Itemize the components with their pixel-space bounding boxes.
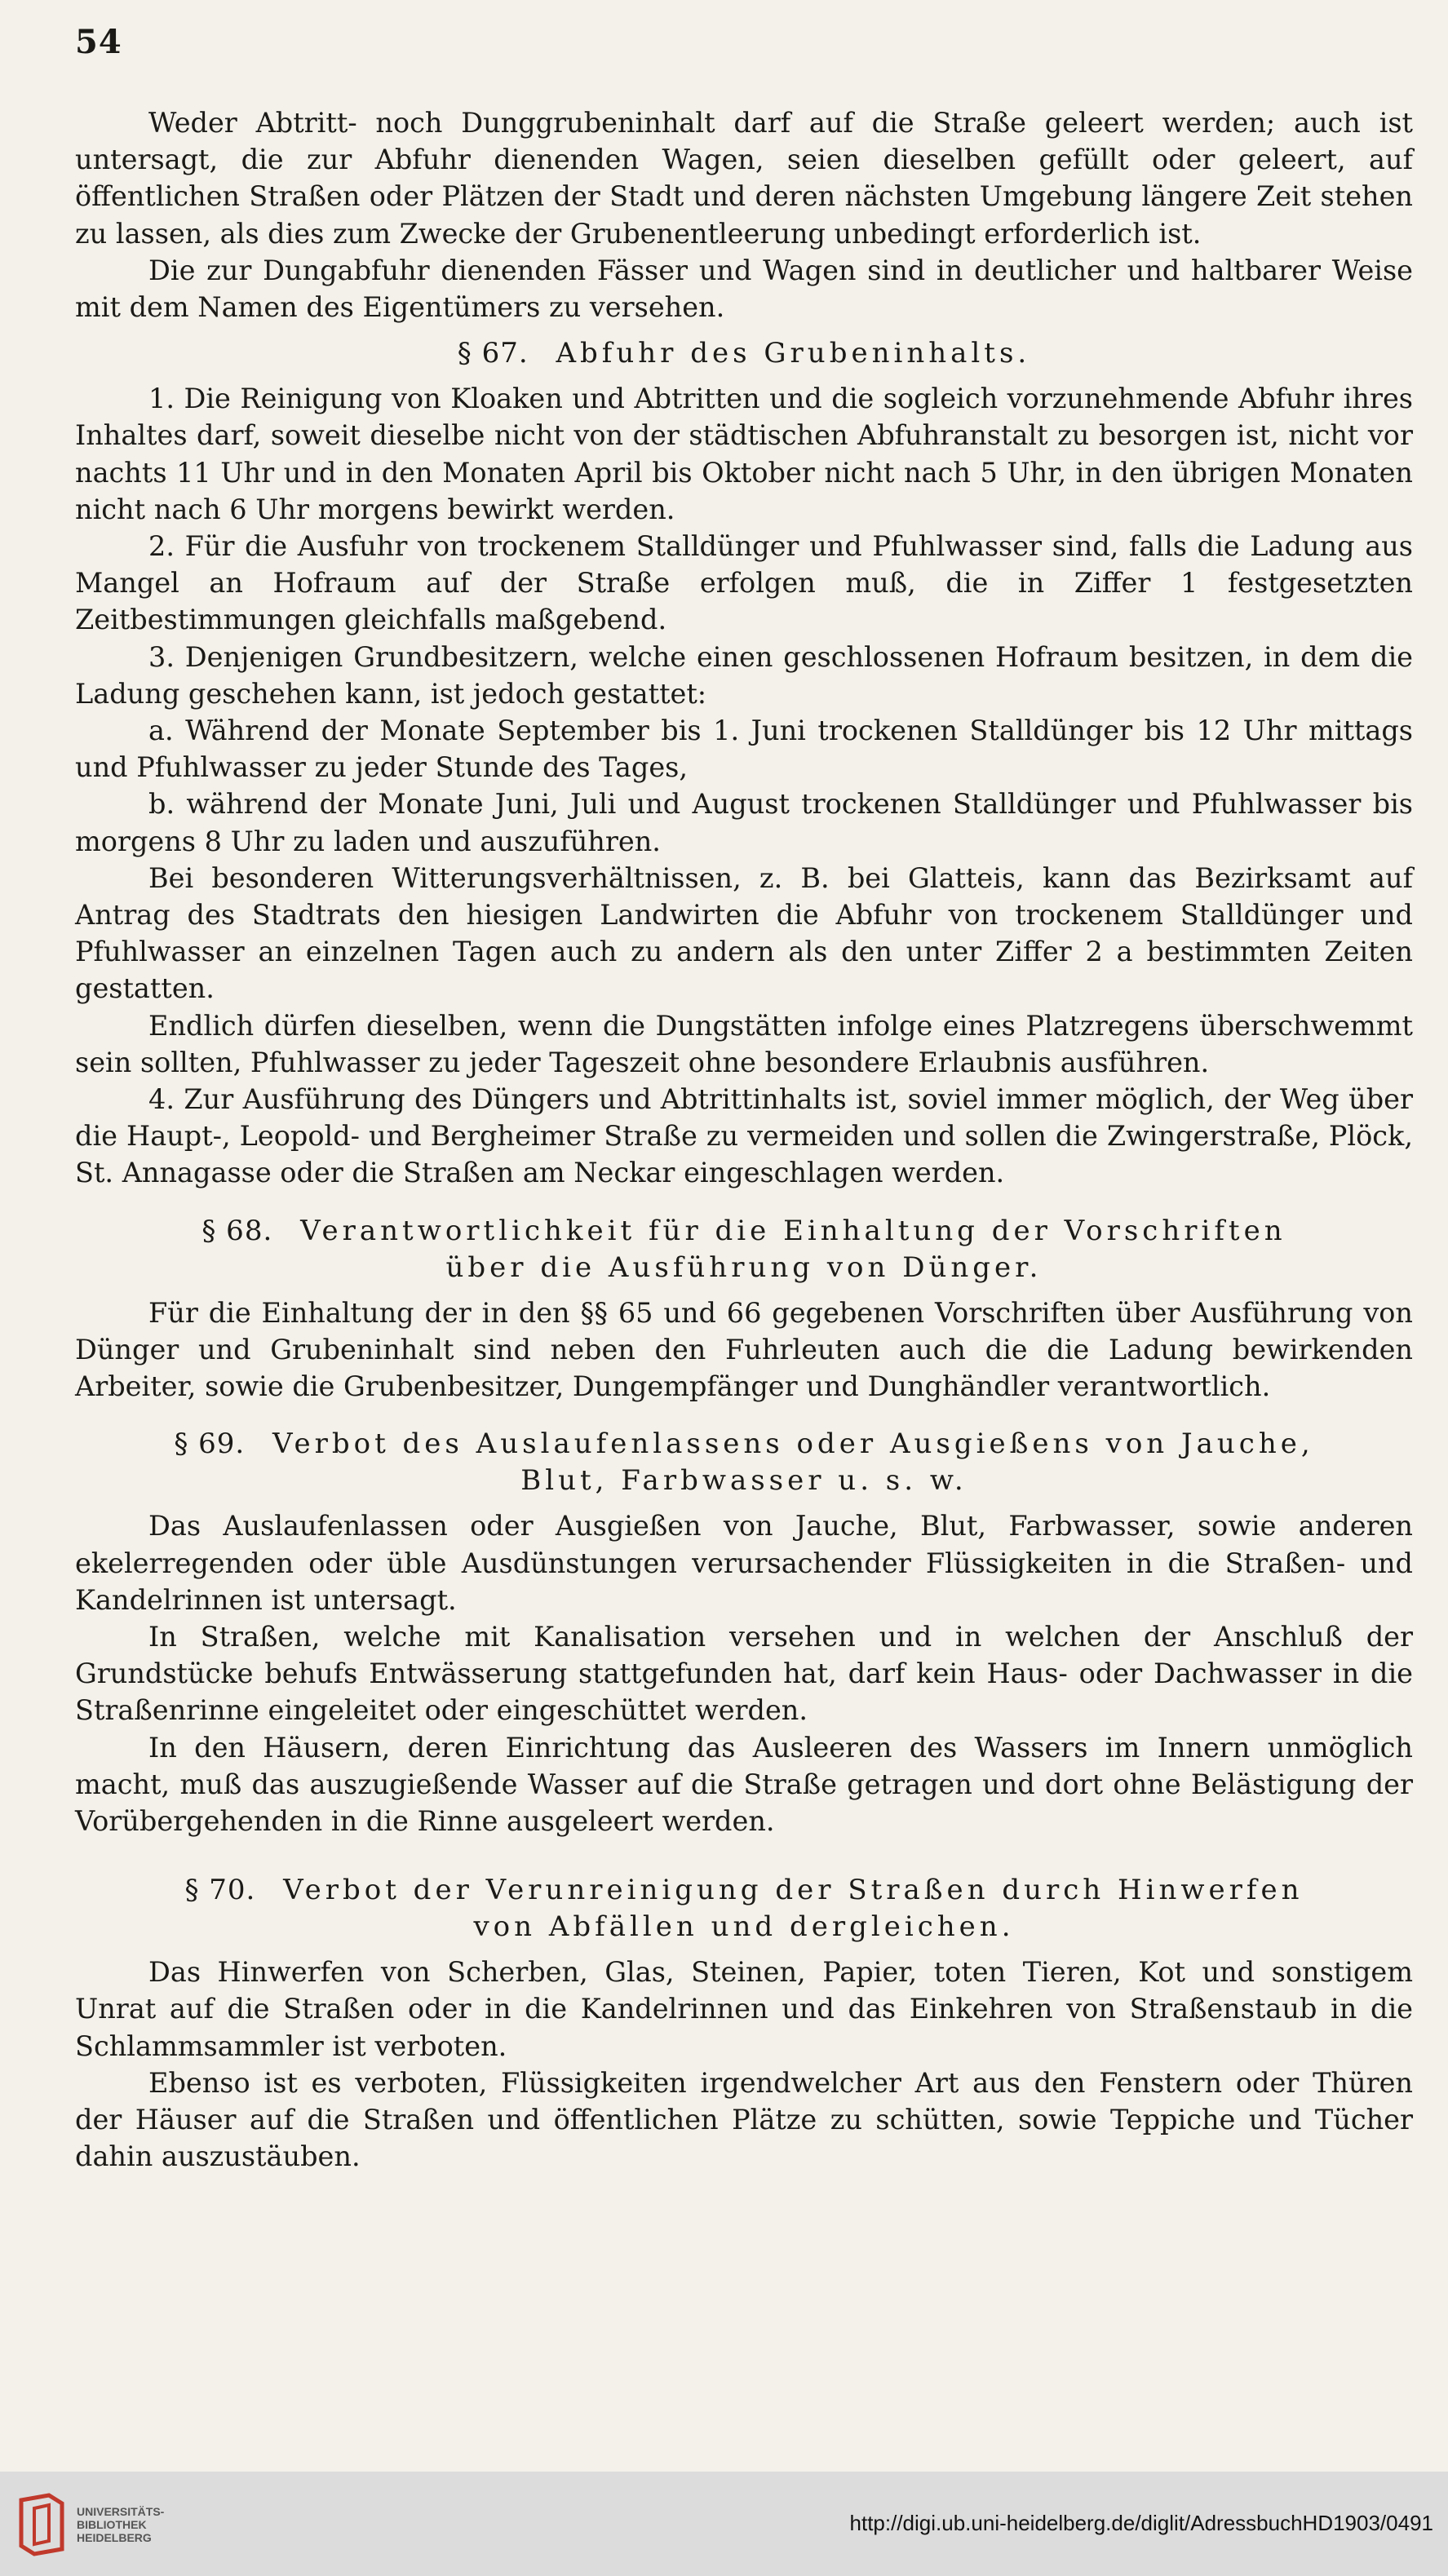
paragraph: Für die Einhaltung der in den §§ 65 und 66 gegebenen Vorschriften über Ausführung von Dünger und Grubeninhalt sind neben den Fuhrleuten auch die die Ladung bewirkenden Arbeiter, sowie die Grubenbesitzer, Dungempfänger und Dunghändler verantwortlich. <box>75 1296 1413 1403</box>
section-heading-70 <box>75 1872 1413 1945</box>
section-heading-67 <box>75 335 1413 372</box>
library-logo[interactable] <box>16 2488 196 2561</box>
paragraph: In den Häusern, deren Einrichtung das Ausleeren des Wassers im Innern unmöglich macht, muß das auszugießende Wasser auf die Straße getragen und dort ohne Belästigung der Vorübergehenden in die Rinne ausgeleert werden. <box>75 1731 1413 1837</box>
paragraph: Ebenso ist es verboten, Flüssigkeiten irgendwelcher Art aus den Fenstern oder Thüren der Häuser auf die Straßen und öffentlichen Plätze zu schütten, sowie Teppiche und Tücher dahin auszustäuben. <box>75 2066 1413 2173</box>
document-body <box>75 104 1413 2175</box>
paragraph: Endlich dürfen dieselben, wenn die Dungstätten infolge eines Platzregens überschwemmt sein sollten, Pfuhlwasser zu jeder Tageszeit ohne besondere Erlaubnis ausführen. <box>75 1009 1413 1078</box>
paragraph: 3. Denjenigen Grundbesitzern, welche einen geschlossenen Hofraum besitzen, in dem die Ladung geschehen kann, ist jedoch gestattet: <box>75 640 1413 710</box>
paragraph: b. während der Monate Juni, Juli und August trockenen Stalldünger und Pfuhlwasser bis morgens 8 Uhr zu laden und auszuführen. <box>75 788 1413 857</box>
paragraph: 1. Die Reinigung von Kloaken und Abtritten und die sogleich vorzunehmende Abfuhr ihres Inhaltes darf, soweit dieselbe nicht von der städtischen Abfuhranstalt zu besorgen ist, nicht vor nachts 11 Uhr und in den Monaten April bis Oktober nicht nach 5 Uhr, in den übrigen Monaten nicht nach 6 Uhr morgens bewirkt werden. <box>75 383 1413 525</box>
paragraph: Bei besonderen Witterungsverhältnissen, z. B. bei Glatteis, kann das Bezirksamt auf Antrag des Stadtrats den hiesigen Landwirten die Abfuhr von trockenem Stalldünger und Pfuhlwasser an einzelnen Tagen auch zu andern als den unter Ziffer 2 a bestimmten Zeiten gestatten. <box>75 861 1413 1005</box>
paragraph: 2. Für die Ausfuhr von trockenem Stalldünger und Pfuhlwasser sind, falls die Ladung aus Mangel an Hofraum auf der Straße erfolgen muß, die in Ziffer 1 festgesetzten Zeitbestimmungen gleichfalls maßgebend. <box>75 530 1413 636</box>
paragraph: In Straßen, welche mit Kanalisation versehen und in welchen der Anschluß der Grundstücke behufs Entwässerung stattgefunden hat, darf kein Haus- oder Dachwasser in die Straßenrinne eingeleitet oder eingeschüttet werden. <box>75 1620 1413 1727</box>
section-title: Verantwortlichkeit für die Einhaltung der Vorschriften <box>300 1214 1286 1247</box>
paragraph: Das Auslaufenlassen oder Ausgießen von Jauche, Blut, Farbwasser, sowie anderen ekelerregenden oder üble Ausdünstungen verursachender Flüssigkeiten in die Straßen- und Kandelrinnen ist untersagt. <box>75 1510 1413 1616</box>
section-number: § 69. <box>174 1427 246 1461</box>
paragraph: Weder Abtritt- noch Dunggrubeninhalt darf auf die Straße geleert werden; auch ist untersagt, die zur Abfuhr dienenden Wagen, seien dieselben gefüllt oder geleert, auf öffentlichen Straßen oder Plätzen der Stadt und deren nächsten Umgebung längere Zeit stehen zu lassen, als dies zum Zwecke der Grubenentleerung unbedingt erforderlich ist. <box>75 107 1413 250</box>
section-title: Verbot des Auslaufenlassens oder Ausgießens von Jauche, <box>272 1427 1314 1461</box>
source-url-link[interactable]: http://digi.ub.uni-heidelberg.de/diglit/AdressbuchHD1903/0491 <box>849 2511 1433 2535</box>
paragraph: Das Hinwerfen von Scherben, Glas, Steinen, Papier, toten Tieren, Kot und sonstigem Unrat auf die Straßen oder in die Kandelrinnen und das Einkehren von Straßenstaub in die Schlammsammler ist verboten. <box>75 1956 1413 2062</box>
section-heading-68 <box>75 1213 1413 1286</box>
paragraph: Die zur Dungabfuhr dienenden Fässer und Wagen sind in deutlicher und haltbarer Weise mit dem Namen des Eigentümers zu versehen. <box>75 254 1413 324</box>
footer-bar <box>0 2472 1448 2576</box>
library-name: UNIVERSITÄTS- BIBLIOTHEK HEIDELBERG <box>77 2505 165 2544</box>
section-title: Verbot der Verunreinigung der Straßen durch Hinwerfen <box>283 1874 1304 1907</box>
paragraph: 4. Zur Ausführung des Düngers und Abtrittinhalts ist, soviel immer möglich, der Weg über die Haupt-, Leopold- und Bergheimer Straße zu vermeiden und sollen die Zwingerstraße, Plöck, St. Annagasse oder die Straßen am Neckar eingeschlagen werden. <box>75 1083 1413 1189</box>
section-number: § 67. <box>457 337 529 370</box>
section-number: § 68. <box>201 1214 273 1247</box>
paragraph: a. Während der Monate September bis 1. Juni trockenen Stalldünger bis 12 Uhr mittags und Pfuhlwasser zu jeder Stunde des Tages, <box>75 715 1413 784</box>
section-heading-69 <box>75 1426 1413 1499</box>
library-seal-icon <box>16 2492 67 2557</box>
section-title: Abfuhr des Grubeninhalts. <box>556 337 1031 370</box>
section-title-continued: von Abfällen und dergleichen. <box>473 1910 1015 1944</box>
page-number: 54 <box>75 23 122 61</box>
section-title-continued: über die Ausführung von Dünger. <box>445 1250 1043 1284</box>
section-number: § 70. <box>184 1874 256 1907</box>
section-title-continued: Blut, Farbwasser u. s. w. <box>520 1464 968 1498</box>
